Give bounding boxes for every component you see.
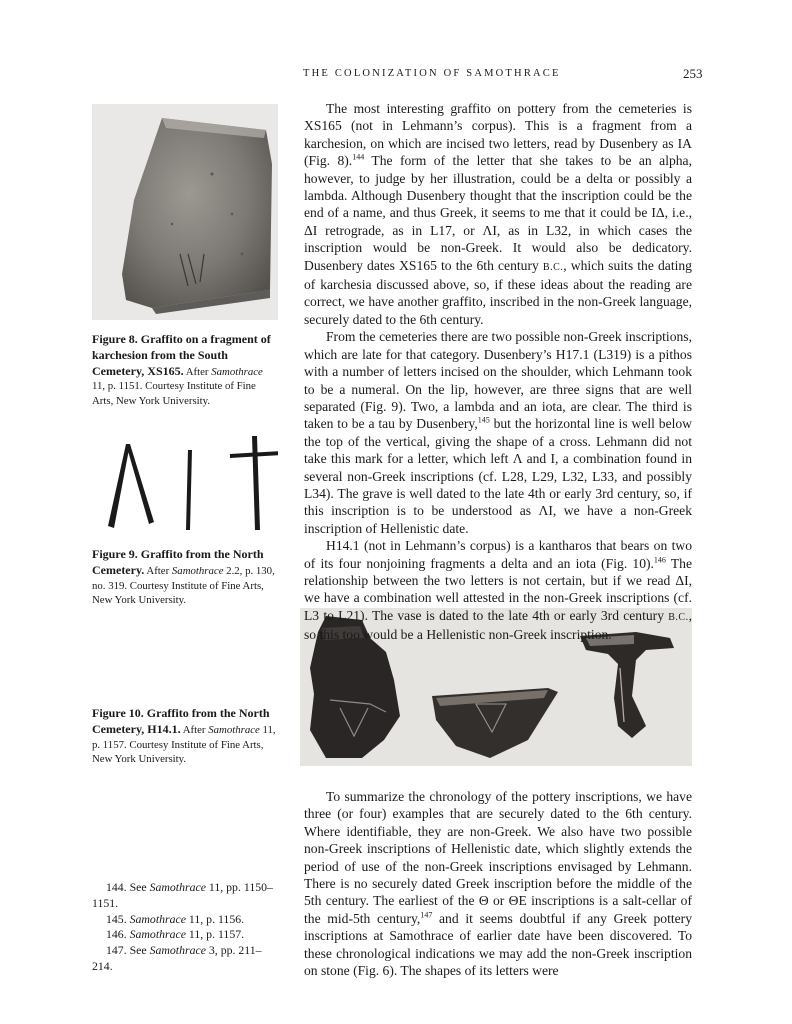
caption-title: Figure 9. Graffito from the North Cemetery. bbox=[92, 547, 264, 577]
main-text-lower bbox=[304, 788, 692, 979]
footnote-146 bbox=[92, 927, 278, 943]
figure-8-caption bbox=[92, 332, 278, 409]
text-run: From the cemeteries there are two possible non-Greek inscriptions, which are late for that category. Dusenbery’s H17.1 (L319) is a pithos with a number of letters incised on the shoulder, which Lehmann took to be a numeral. On the lip, however, are three signs that are well separated (Fig. 9). Two, a lambda and an iota, are clear. The third is taken to be a tau by Dusenbery, bbox=[304, 329, 692, 432]
footnote-145 bbox=[92, 912, 278, 928]
figure-8-image bbox=[92, 104, 278, 320]
figure-9-image bbox=[92, 430, 278, 536]
footnote-text: See bbox=[126, 880, 150, 894]
paragraph-4 bbox=[304, 788, 692, 979]
footnote-text: 3, pp. 211–214. bbox=[92, 943, 262, 973]
caption-text: After bbox=[183, 365, 212, 378]
figure-9-caption bbox=[92, 547, 278, 608]
caption-italic: Samothrace bbox=[208, 723, 260, 736]
caption-text: After bbox=[180, 723, 209, 736]
text-run: , which suits the dating of karchesia discussed above, so, if these ideas about the reading are correct, we have another graffito, inscribed in the non-Greek language, securely dated to the 6th century. bbox=[304, 257, 692, 327]
page-number: 253 bbox=[683, 66, 703, 81]
karchesion-fragment-photo bbox=[92, 104, 278, 320]
caption-title: Figure 10. Graffito from the North Cemetery, H14.1. bbox=[92, 706, 270, 736]
footnote-text: 11, pp. 1150–1151. bbox=[92, 880, 273, 910]
paragraph-2 bbox=[304, 328, 692, 537]
caption-italic: Samothrace bbox=[211, 365, 263, 378]
paragraph-3 bbox=[304, 537, 692, 643]
footnote-number: 144. bbox=[106, 880, 127, 894]
footnote-text: 11, p. 1156. bbox=[185, 911, 245, 926]
small-caps: B.C. bbox=[668, 611, 689, 623]
text-run: The form of the letter that she takes to be an alpha, however, to judge by her illustration, could be a delta or possibly a lambda. Although Dusenbery thought that the inscription could be the end of a name, and thus Greek, it seems to me that it could be IΔ, i.e., ΔI retrograde, as in L17, or ΛI, as in L32, in which cases the inscription would be non-Greek. It would also be dedicatory. Dusenbery dates XS165 to the 6th century bbox=[304, 153, 692, 273]
caption-text: 11, p. 1157. Courtesy Institute of Fine Arts, New York University. bbox=[92, 723, 276, 766]
text-run: To summarize the chronology of the pottery inscriptions, we have three (or four) examples that are securely dated to the 6th century. Where identifiable, they are non-Greek. We also have two possible non-Greek inscriptions of Hellenistic date, which slightly extends the period of use of the non-Greek inscriptions envisaged by Lehmann. There is no securely dated Greek inscription before the middle of the 5th century. The earliest of the Θ or ΘE inscriptions is a salt-cellar of the mid-5th century, bbox=[304, 789, 692, 926]
caption-text: After bbox=[144, 564, 172, 577]
paragraph-1 bbox=[304, 100, 692, 328]
caption-text: 2.2, p. 130, no. 319. Courtesy Institute of Fine Arts, New York University. bbox=[92, 564, 275, 607]
footnote-144 bbox=[92, 880, 278, 912]
footnote-italic: Samothrace bbox=[129, 911, 186, 926]
text-run: but the horizontal line is well below the top of the vertical, giving the shape of a cross. Lehmann did not take this mark for a letter, which left Λ and I, a combination found in several non-Greek inscriptions (cf. L28, L29, L32, L33, and possibly L34). The grave is well dated to the late 4th or early 3rd century, so, if this inscription is to be understood as ΛI, we have a non-Greek inscription of Hellenistic date. bbox=[304, 416, 692, 536]
footnote-text: 11, p. 1157. bbox=[185, 927, 245, 942]
footnote-number: 146. bbox=[106, 927, 127, 942]
main-text-upper bbox=[304, 100, 692, 644]
footnote-ref: 147 bbox=[420, 910, 433, 920]
footnote-number: 147. bbox=[106, 943, 127, 958]
caption-title: Figure 8. Graffito on a fragment of karchesion from the South Cemetery, XS165. bbox=[92, 332, 271, 378]
footnote-italic: Samothrace bbox=[149, 880, 206, 894]
figure-10-caption bbox=[92, 706, 278, 767]
footnote-ref: 144 bbox=[352, 152, 365, 162]
footnote-ref: 145 bbox=[477, 415, 490, 425]
footnote-ref: 146 bbox=[653, 555, 666, 565]
footnote-text: See bbox=[126, 943, 150, 958]
caption-italic: Samothrace bbox=[171, 564, 224, 577]
text-run: , so this too would be a Hellenistic non-Greek inscription. bbox=[304, 607, 692, 643]
running-head bbox=[0, 68, 792, 88]
graffito-drawing bbox=[92, 430, 278, 536]
small-caps: B.C. bbox=[542, 261, 564, 273]
caption-text: 11, p. 1151. Courtesy Institute of Fine Arts, New York University. bbox=[92, 380, 256, 408]
footnote-number: 145. bbox=[106, 911, 127, 926]
running-head-title: THE COLONIZATION OF SAMOTHRACE bbox=[303, 68, 561, 79]
footnote-italic: Samothrace bbox=[149, 943, 206, 958]
text-run: The relationship between the two letters is not certain, but if we read ΔI, we have a combination well attested in the non-Greek inscriptions (cf. L3 to L21). The vase is dated to the late 4th or early 3rd century bbox=[304, 555, 692, 623]
text-run: and it seems doubtful if any Greek pottery inscriptions at Samothrace of earlier date have been discovered. To these chronological indications we may add the non-Greek inscription on stone (Fig. 6). The shapes of its letters were bbox=[304, 910, 692, 979]
footnote-italic: Samothrace bbox=[129, 927, 186, 942]
text-run: The most interesting graffito on pottery from the cemeteries is XS165 (not in Lehmann’s corpus). This is a fragment from a karchesion, on which are incised two letters, read by Dusenbery as IA (Fig. 8). bbox=[304, 101, 692, 169]
text-run: H14.1 (not in Lehmann’s corpus) is a kantharos that bears on two of its four nonjoining fragments a delta and an iota (Fig. 10). bbox=[304, 538, 692, 571]
footnotes bbox=[92, 880, 278, 975]
footnote-147 bbox=[92, 943, 278, 975]
